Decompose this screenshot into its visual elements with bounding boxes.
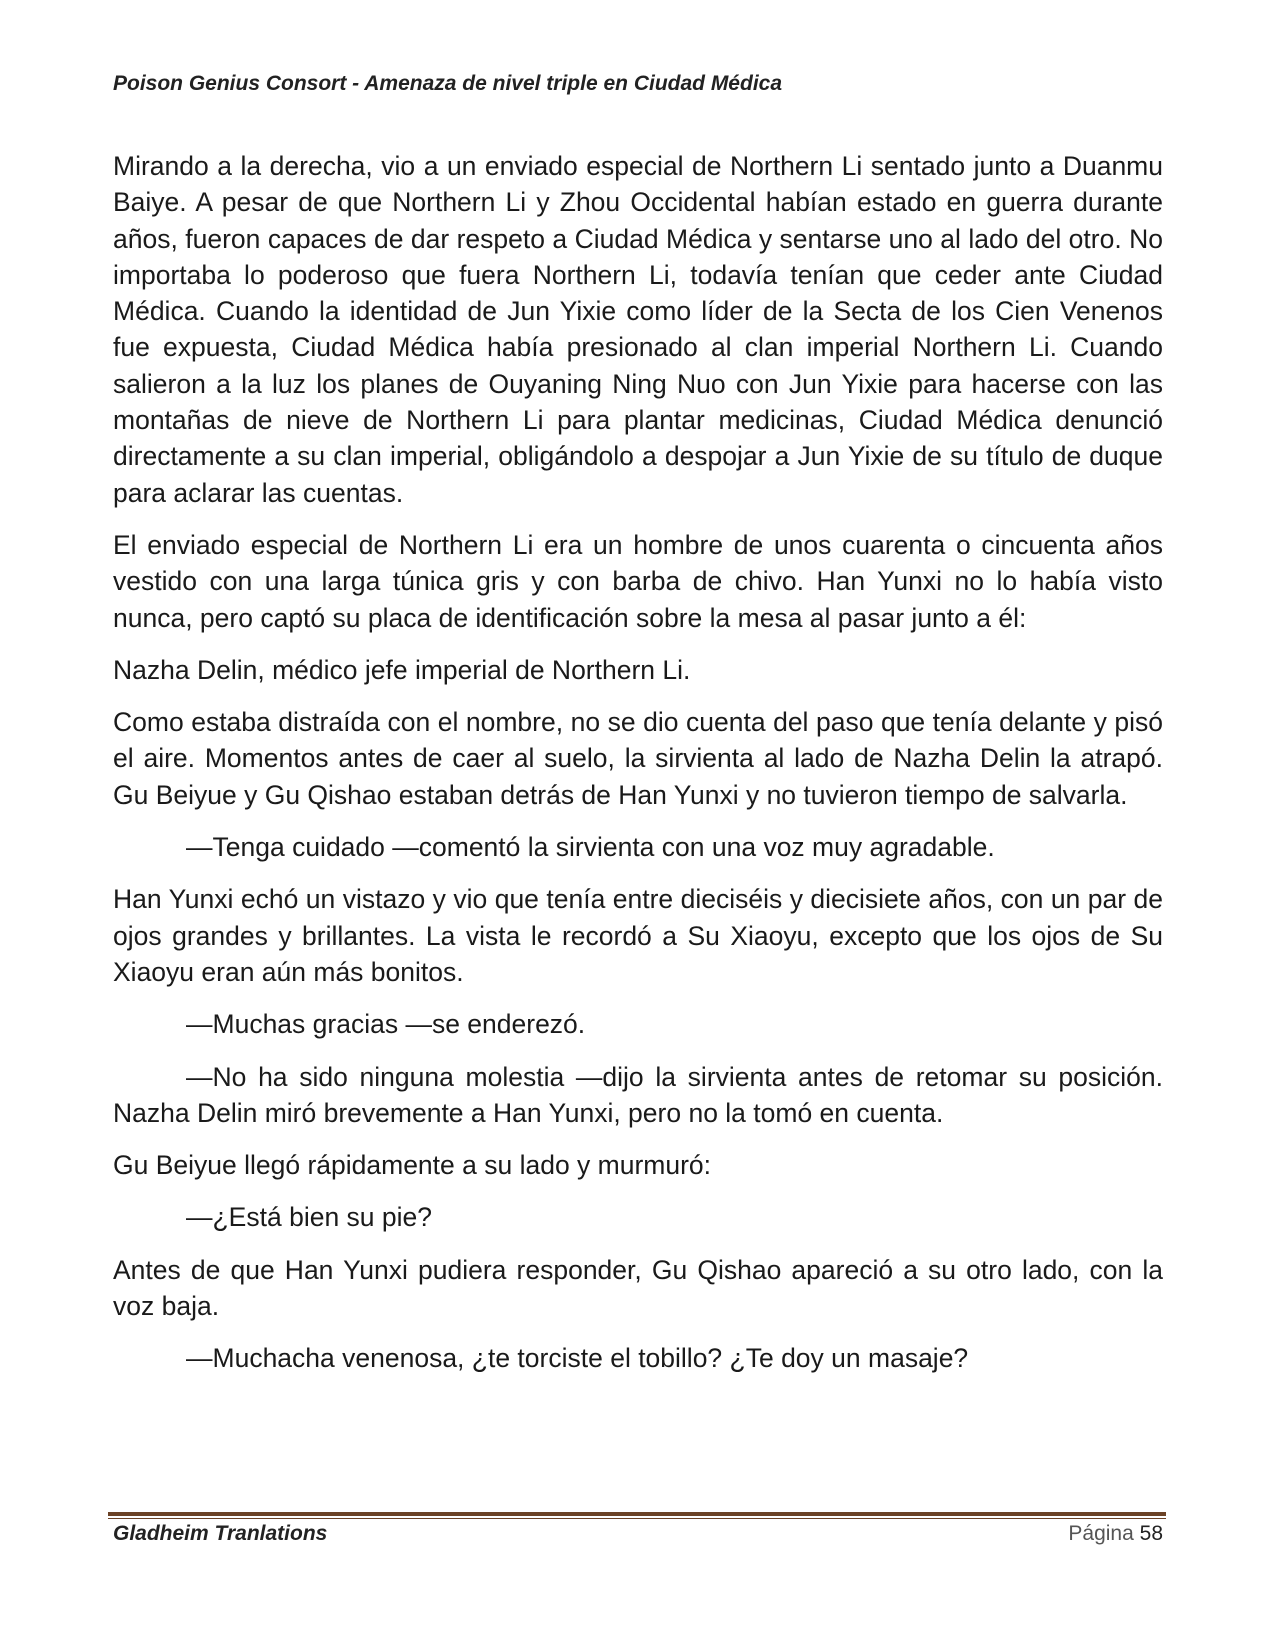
dialogue-line: —Tenga cuidado —comentó la sirvienta con una voz muy agradable.	[186, 832, 995, 863]
paragraph: El enviado especial de Northern Li era un hombre de unos cuarenta o cincuenta años vestido con una larga túnica gris y con barba de chivo. Han Yunxi no lo había visto nunca, pero captó su placa de identificación sobre la mesa al pasar junto a él:	[113, 529, 1163, 633]
paragraph: Antes de que Han Yunxi pudiera responder, Gu Qishao apareció a su otro lado, con la voz baja.	[113, 1254, 1163, 1322]
page-header	[113, 72, 1163, 96]
header-title: Poison Genius Consort - Amenaza de nivel triple en Ciudad Médica	[113, 72, 783, 95]
footer-divider	[108, 1512, 1166, 1519]
dialogue-line: —Muchacha venenosa, ¿te torciste el tobillo? ¿Te doy un masaje?	[186, 1343, 969, 1374]
page-label: Página	[1068, 1522, 1134, 1545]
page-number-value: 58	[1139, 1522, 1163, 1545]
footer-credit: Gladheim Tranlations	[113, 1522, 328, 1545]
paragraph: Nazha Delin, médico jefe imperial de Northern Li.	[113, 654, 691, 685]
dialogue-line: —No ha sido ninguna molestia —dijo la sirvienta antes de retomar su posición. Nazha Delin miró brevemente a Han Yunxi, pero no la tomó en cuenta.	[113, 1061, 1163, 1128]
paragraph: Gu Beiyue llegó rápidamente a su lado y murmuró:	[113, 1150, 712, 1181]
paragraph: Mirando a la derecha, vio a un enviado especial de Northern Li sentado junto a Duanmu Baiye. A pesar de que Northern Li y Zhou Occidental habían estado en guerra durante años, fueron capaces de dar respeto a Ciudad Médica y sentarse uno al lado del otro. No importaba lo poderoso que fuera Northern Li, todavía tenían que ceder ante Ciudad Médica. Cuando la identidad de Jun Yixie como líder de la Secta de los Cien Venenos fue expuesta, Ciudad Médica había presionado al clan imperial Northern Li. Cuando salieron a la luz los planes de Ouyaning Ning Nuo con Jun Yixie para hacerse con las montañas de nieve de Northern Li para plantar medicinas, Ciudad Médica denunció directamente a su clan imperial, obligándolo a despojar a Jun Yixie de su título de duque para aclarar las cuentas.	[113, 151, 1163, 508]
dialogue-line: —¿Está bien su pie?	[186, 1202, 432, 1233]
paragraph: Han Yunxi echó un vistazo y vio que tenía entre dieciséis y diecisiete años, con un par de ojos grandes y brillantes. La vista le recordó a Su Xiaoyu, excepto que los ojos de Su Xiaoyu eran aún más bonitos.	[113, 884, 1163, 987]
paragraph: Como estaba distraída con el nombre, no se dio cuenta del paso que tenía delante y pisó el aire. Momentos antes de caer al suelo, la sirvienta al lado de Nazha Delin la atrapó. Gu Beiyue y Gu Qishao estaban detrás de Han Yunxi y no tuvieron tiempo de salvarla.	[113, 707, 1163, 810]
body-text	[113, 148, 1163, 1393]
page-number	[1068, 1522, 1163, 1546]
dialogue-line: —Muchas gracias —se enderezó.	[186, 1009, 586, 1040]
page-footer	[113, 1522, 1163, 1546]
